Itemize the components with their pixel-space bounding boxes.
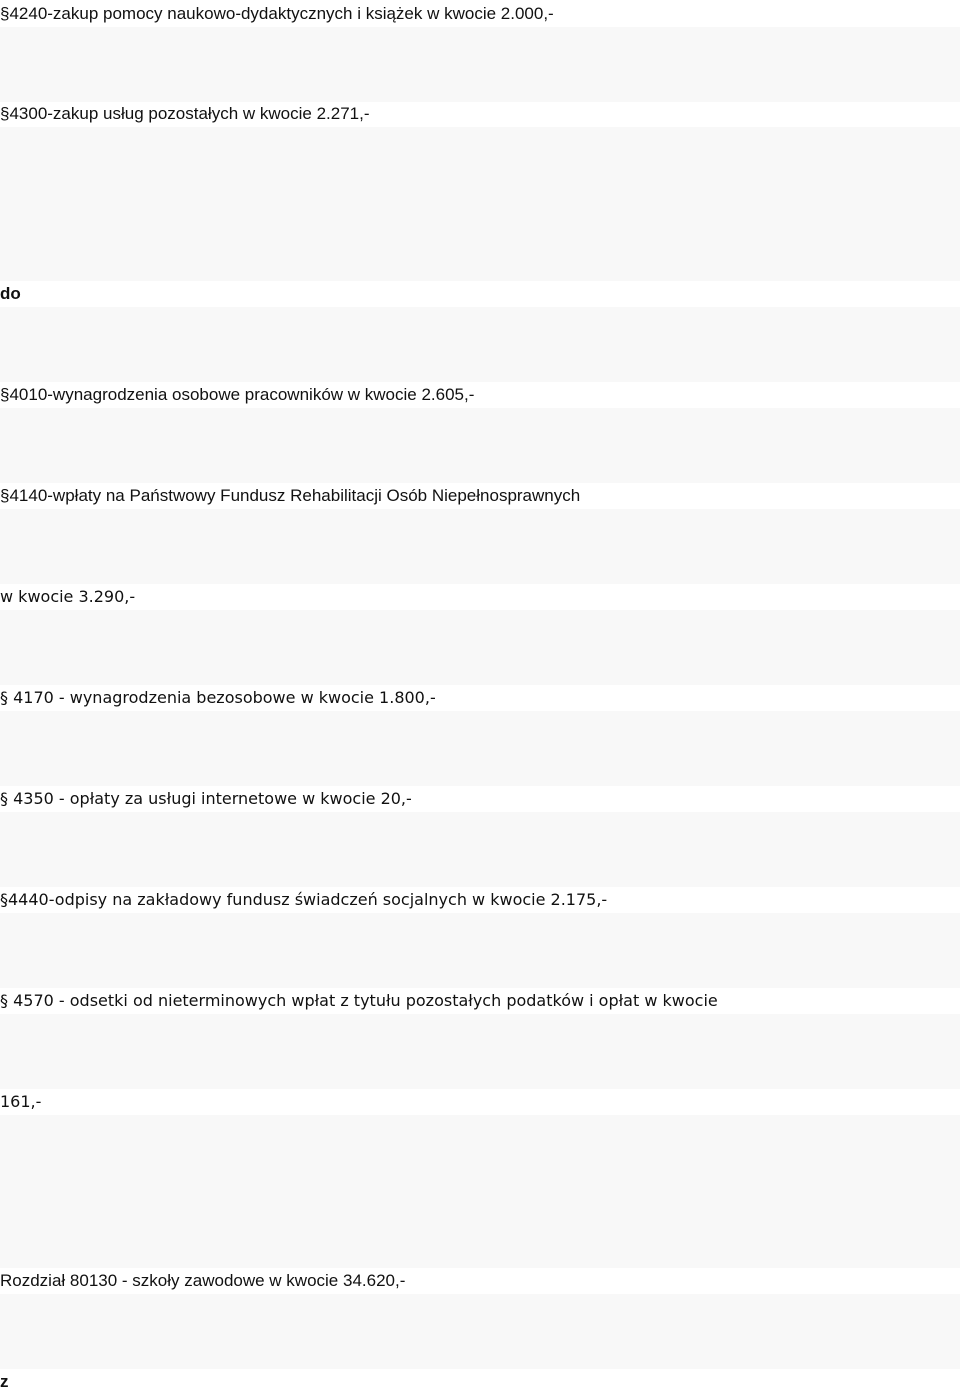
background-band — [0, 1014, 960, 1089]
budget-line-4350: § 4350 - opłaty za usługi internetowe w kwocie 20,- — [0, 789, 412, 808]
budget-line-4300: §4300-zakup usług pozostałych w kwocie 2.271,- — [0, 104, 370, 123]
background-band — [0, 1115, 960, 1268]
budget-line-4240: §4240-zakup pomocy naukowo-dydaktycznych i książek w kwocie 2.000,- — [0, 4, 554, 23]
background-band — [0, 509, 960, 584]
background-band — [0, 812, 960, 887]
background-band — [0, 1294, 960, 1369]
budget-line-4140: §4140-wpłaty na Państwowy Fundusz Rehabilitacji Osób Niepełnosprawnych — [0, 486, 581, 505]
background-band — [0, 127, 960, 281]
section-label-do: do — [0, 284, 21, 303]
background-band — [0, 408, 960, 483]
background-band — [0, 27, 960, 102]
background-band — [0, 610, 960, 685]
budget-line-4570-amount: 161,- — [0, 1092, 42, 1111]
budget-line-4440: §4440-odpisy na zakładowy fundusz świadczeń socjalnych w kwocie 2.175,- — [0, 890, 608, 909]
budget-line-4570: § 4570 - odsetki od nieterminowych wpłat z tytułu pozostałych podatków i opłat w kwocie — [0, 991, 718, 1010]
background-band — [0, 711, 960, 786]
background-band — [0, 913, 960, 988]
section-label-z: z — [0, 1372, 9, 1391]
budget-line-4010: §4010-wynagrodzenia osobowe pracowników w kwocie 2.605,- — [0, 385, 475, 404]
budget-line-4170: § 4170 - wynagrodzenia bezosobowe w kwocie 1.800,- — [0, 688, 436, 707]
background-band — [0, 307, 960, 382]
budget-line-4140-amount: w kwocie 3.290,- — [0, 587, 136, 606]
chapter-80130: Rozdział 80130 - szkoły zawodowe w kwocie 34.620,- — [0, 1271, 406, 1290]
